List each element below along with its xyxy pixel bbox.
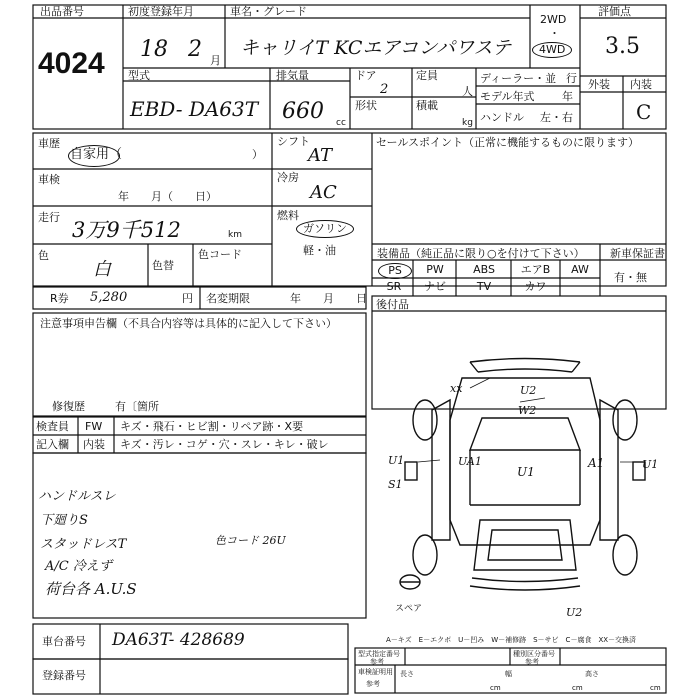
aftermarket-label: 後付品 xyxy=(376,298,409,311)
model-year-label: モデル年式 xyxy=(480,90,535,103)
exterior-label: 外装 xyxy=(588,78,610,91)
diag-a1: A1 xyxy=(588,456,605,470)
warranty-label: 新車保証書 xyxy=(610,247,665,260)
door-label: ドア xyxy=(355,69,377,82)
diag-u1-right: U1 xyxy=(642,458,659,471)
sales-label: セールスポイント（正常に機能するものに限ります） xyxy=(376,136,640,149)
diag-w2: W2 xyxy=(518,404,537,417)
remark-color-code: 色コード 26U xyxy=(215,534,286,547)
equip-tv: TV xyxy=(476,280,492,293)
type-designation: 型式指定番号 xyxy=(358,650,400,658)
ac-label: 冷房 xyxy=(277,171,299,184)
legend-text: A－キズ E－エクボ U－凹み W－補修跡 S－サビ C－腐食 XX－交換済 xyxy=(386,636,637,644)
history-label: 車歴 xyxy=(38,137,60,150)
repair-label: 修復歴 xyxy=(52,400,85,413)
lot-number: 4024 xyxy=(38,47,105,80)
diag-u1-left: U1 xyxy=(388,454,405,467)
remark-line-3: スタッドレスT xyxy=(40,537,127,552)
load-label: 積載 xyxy=(416,99,438,112)
shift-label: シフト xyxy=(277,135,310,148)
name-change-template: 年 月 日 xyxy=(290,292,367,305)
lot-label: 出品番号 xyxy=(40,5,84,18)
drive-2wd: 2WD xyxy=(540,13,567,26)
int-label: 内装 xyxy=(83,438,105,451)
equip-airbag: エアB xyxy=(520,263,551,276)
equip-navi: ナビ xyxy=(424,280,446,293)
model-value: EBD- DA63T xyxy=(130,97,259,121)
month-unit: 月 xyxy=(210,54,221,67)
equip-ps: PS xyxy=(378,263,412,279)
first-reg-label: 初度登録年月 xyxy=(128,5,194,18)
name-change-label: 名変期限 xyxy=(206,292,250,305)
inspection-template: 年 月（ 日） xyxy=(118,190,217,203)
cm-2: cm xyxy=(572,684,583,692)
ref-1: 参考 xyxy=(370,658,384,666)
ac-value: AC xyxy=(310,182,337,203)
score-label: 評価点 xyxy=(598,5,631,18)
diag-u2-bottom: U2 xyxy=(566,606,583,619)
displacement-label: 排気量 xyxy=(276,69,309,82)
name-grade-label: 車名・グレード xyxy=(230,5,307,18)
fw-label: FW xyxy=(85,420,103,433)
diag-u2-top: U2 xyxy=(520,384,537,397)
mileage-value: 3万9千512 xyxy=(72,218,181,242)
kg-unit: kg xyxy=(462,118,473,128)
equip-abs: ABS xyxy=(473,263,495,276)
diag-s1-left: S1 xyxy=(388,478,403,491)
first-reg-month: 2 xyxy=(188,37,202,62)
history-value: 自家用（ xyxy=(70,147,123,162)
score-value: 3.5 xyxy=(605,34,640,59)
diag-xx: xx xyxy=(450,382,463,395)
recycle-label: R券 xyxy=(50,292,69,305)
fuel-gas: ガソリン xyxy=(296,220,354,238)
mileage-label: 走行 xyxy=(38,211,60,224)
cm-1: cm xyxy=(490,684,501,692)
diag-u1-center: U1 xyxy=(517,465,535,479)
history-circle xyxy=(68,145,123,167)
warranty-value: 有・無 xyxy=(614,271,647,284)
inspector-label-2: 記入欄 xyxy=(36,438,69,451)
year-unit: 年 xyxy=(562,90,573,103)
dealer-label: ディーラー・並 xyxy=(480,72,557,85)
chassis-value: DA63T- 428689 xyxy=(112,630,245,650)
height-label: 高さ xyxy=(585,670,599,678)
ref-3: 参考 xyxy=(366,680,380,688)
remark-line-2: 下廻りS xyxy=(40,513,88,528)
equip-leather: カワ xyxy=(524,280,547,293)
cert-label: 車検証明用 xyxy=(358,668,393,676)
repair-value: 有〔箇所 xyxy=(115,400,159,413)
cc-unit: cc xyxy=(336,118,346,128)
color-value: 白 xyxy=(93,259,111,280)
yen-unit: 円 xyxy=(182,292,193,305)
length-label: 長さ xyxy=(400,670,414,678)
equip-sr: SR xyxy=(386,280,402,293)
person-unit: 人 xyxy=(462,85,473,98)
cm-3: cm xyxy=(650,684,661,692)
dealer-mark: 行 xyxy=(566,72,577,85)
interior-grade: C xyxy=(636,100,652,124)
ref-2: 参考 xyxy=(525,658,539,666)
inspector-label-1: 検査員 xyxy=(36,420,69,433)
name-grade-value: キャリイT KCエアコンパワステ xyxy=(240,37,512,59)
capacity-label: 定員 xyxy=(416,69,438,82)
remark-line-1: ハンドルスレ xyxy=(38,489,116,504)
handle-value: 左・右 xyxy=(540,111,573,124)
handle-label: ハンドル xyxy=(480,111,524,124)
model-label: 型式 xyxy=(128,69,150,82)
color-label: 色 xyxy=(38,249,49,262)
fuel-label: 燃料 xyxy=(277,209,299,222)
color-change-label: 色替 xyxy=(152,259,174,272)
remark-line-5: 荷台各 A.U.S xyxy=(45,580,137,598)
remark-line-4: A/C 冷えず xyxy=(45,559,112,574)
first-reg-year: 18 xyxy=(140,37,168,62)
recycle-value: 5,280 xyxy=(90,290,128,305)
interior-label: 内装 xyxy=(630,78,652,91)
drive-dot: ・ xyxy=(549,27,560,40)
displacement-value: 660 xyxy=(282,99,324,124)
equip-pw: PW xyxy=(426,263,444,276)
equip-aw: AW xyxy=(571,263,589,276)
chassis-label: 車台番号 xyxy=(42,635,86,648)
class-designation: 種別区分番号 xyxy=(513,650,555,658)
km-unit: km xyxy=(228,230,242,240)
fw-text: キズ・飛石・ヒビ割・リペア跡・X要 xyxy=(120,420,304,433)
registration-label: 登録番号 xyxy=(42,669,86,682)
diag-ua1: UA1 xyxy=(458,455,482,468)
shape-label: 形状 xyxy=(355,99,377,112)
history-close: ） xyxy=(252,148,263,161)
notes-label: 注意事項申告欄（不具合内容等は具体的に記入して下さい） xyxy=(40,317,337,330)
diag-spare: スペア xyxy=(395,604,423,614)
color-code-label: 色コード xyxy=(198,248,242,261)
fuel-light: 軽・油 xyxy=(303,244,336,257)
equipment-label: 装備品（純正品に限り○を付けて下さい） xyxy=(377,247,585,260)
door-value: 2 xyxy=(380,82,389,97)
inspection-label: 車検 xyxy=(38,173,60,186)
width-label: 幅 xyxy=(505,670,512,678)
shift-value: AT xyxy=(308,145,333,166)
int-text: キズ・汚レ・コゲ・穴・スレ・キレ・破レ xyxy=(120,438,329,451)
drive-4wd: 4WD xyxy=(532,42,572,58)
